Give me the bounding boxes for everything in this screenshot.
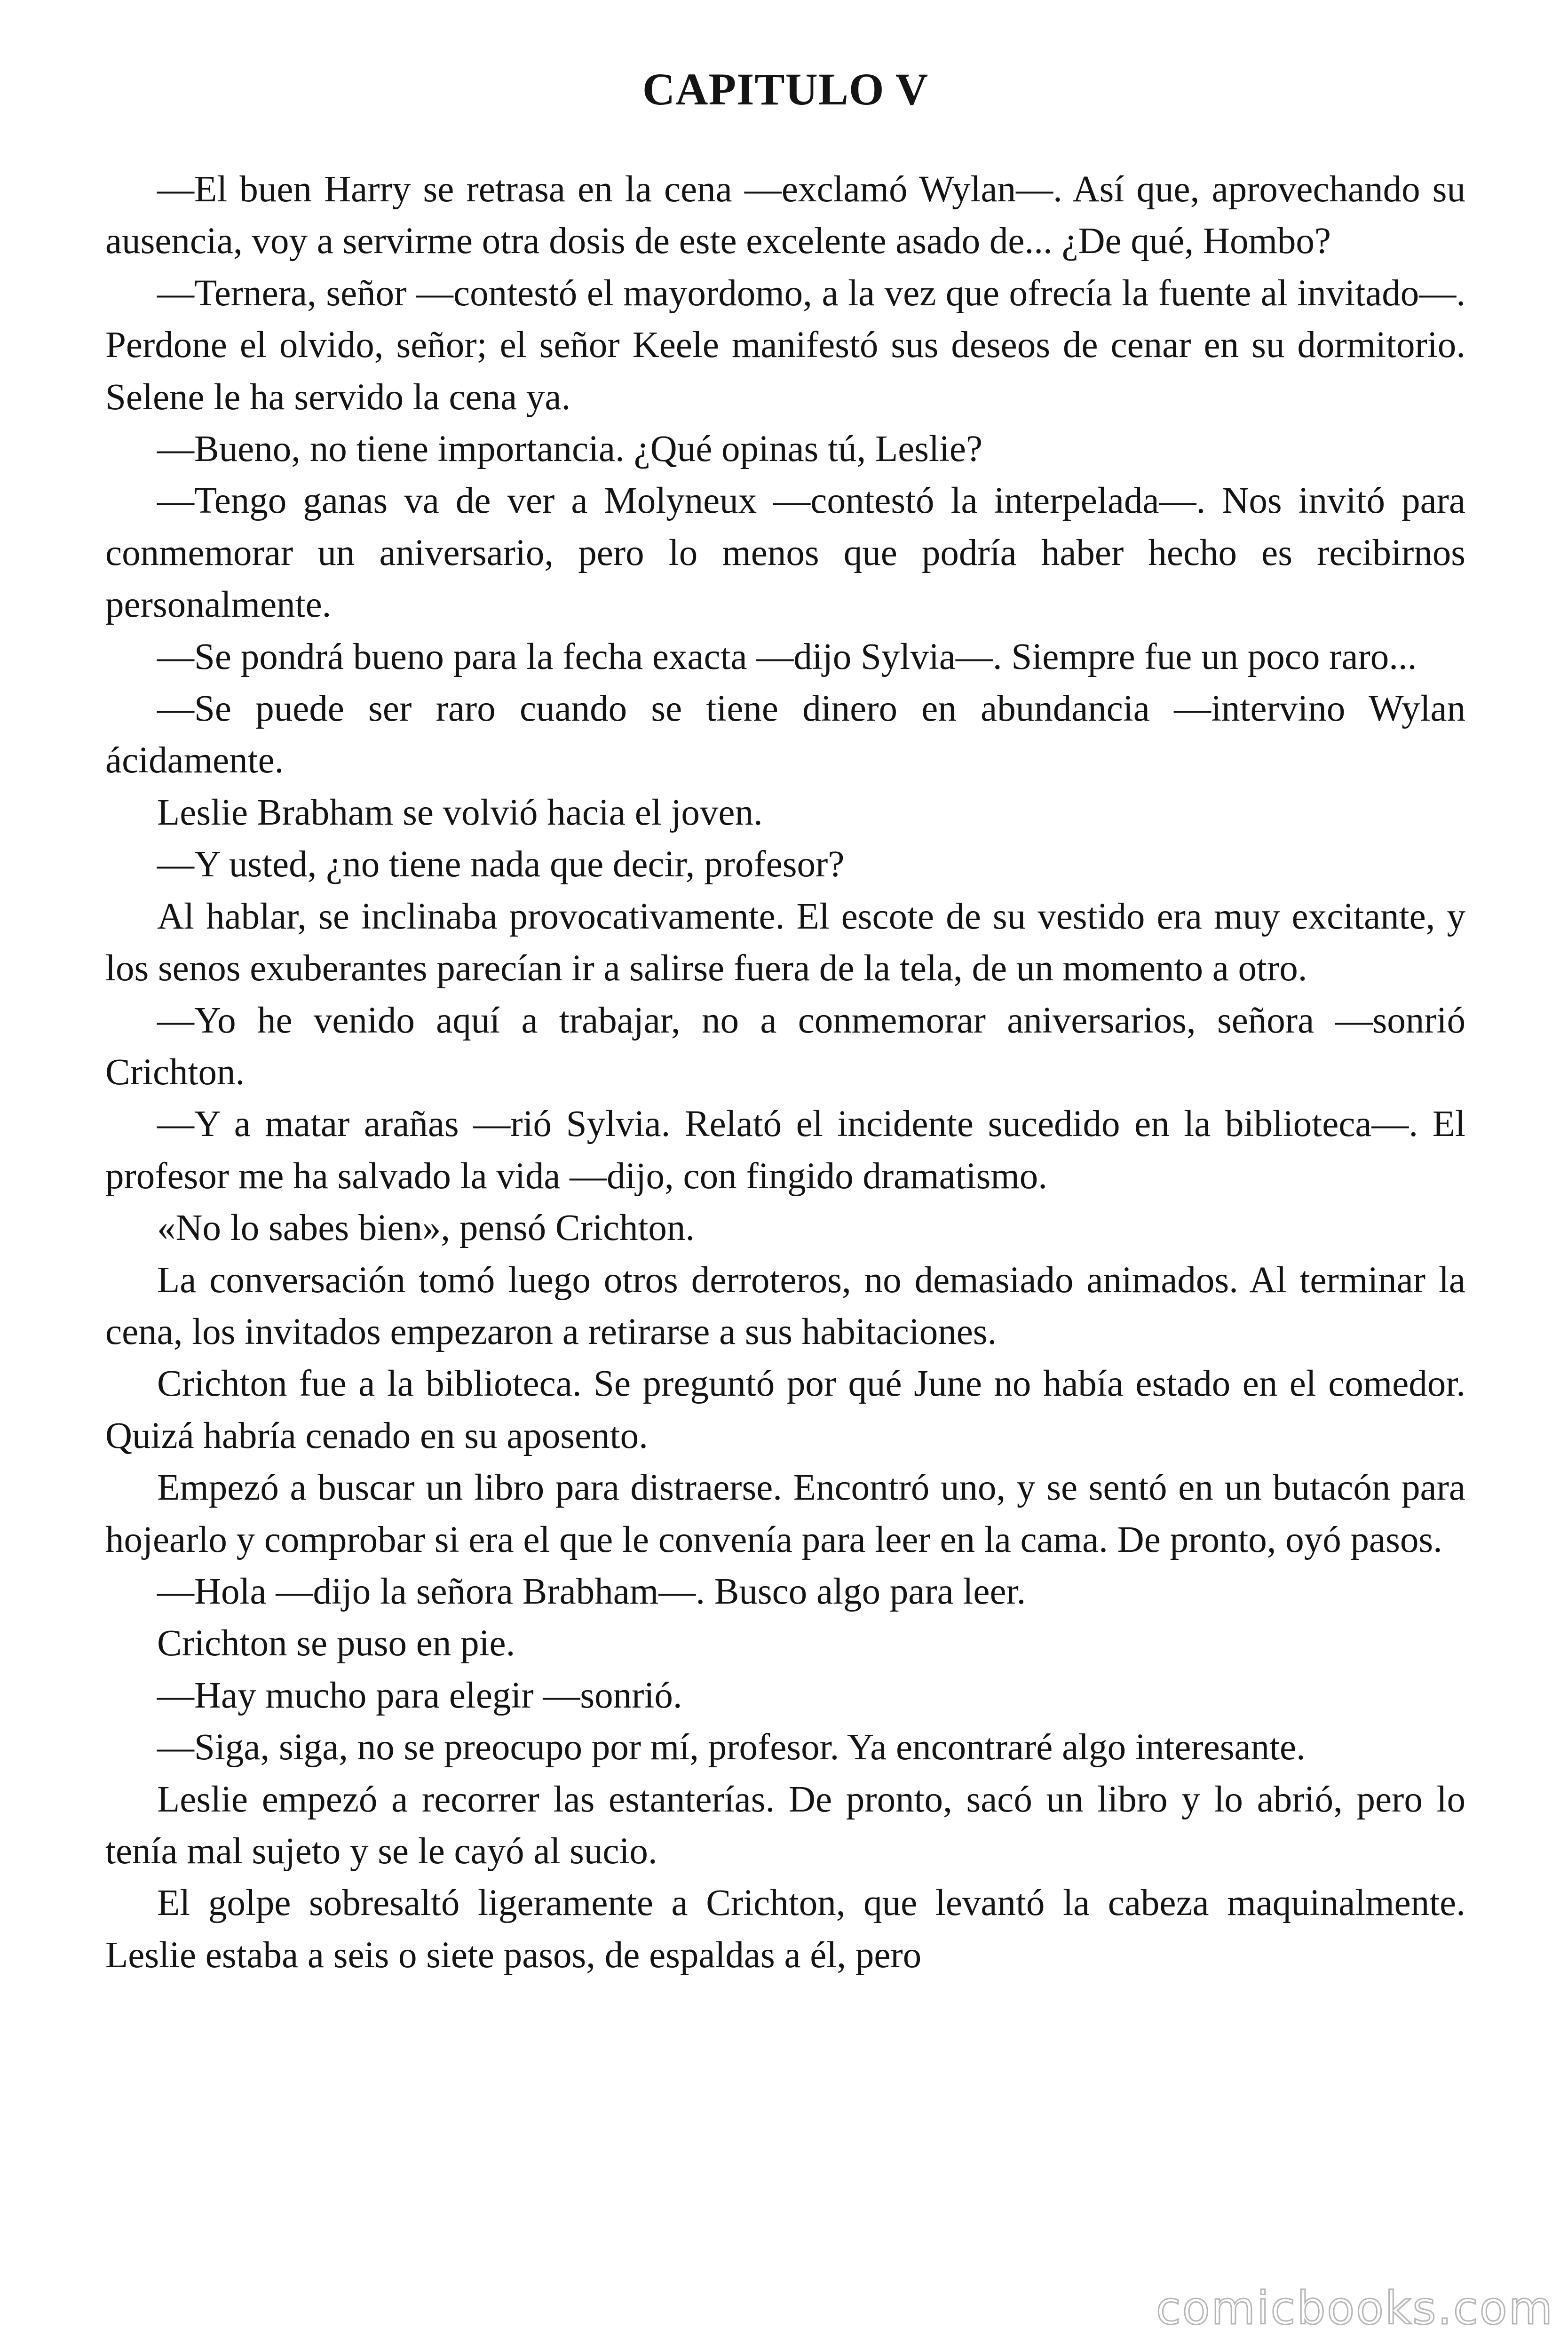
paragraph: El golpe sobresaltó ligeramente a Crichton, que levantó la cabeza maquinalmente. Leslie estaba a seis o siete pasos, de espaldas a él, pero — [105, 1883, 1465, 1976]
book-page — [105, 61, 1465, 2347]
paragraph: —Siga, siga, no se preocupo por mí, profesor. Ya encontraré algo interesante. — [157, 1727, 1306, 1768]
paragraph: —Yo he venido aquí a trabajar, no a conmemorar aniversarios, señora —sonrió Crichton. — [105, 1000, 1465, 1093]
paragraph: «No lo sabes bien», pensó Crichton. — [157, 1208, 695, 1249]
paragraph: Empezó a buscar un libro para distraerse. Encontró uno, y se sentó en un butacón para hojearlo y comprobar si era el que le convenía para leer en la cama. De pronto, oyó pasos. — [105, 1467, 1465, 1560]
paragraph: —El buen Harry se retrasa en la cena —exclamó Wylan—. Así que, aprovechando su ausencia, voy a servirme otra dosis de este excelente asado de... ¿De qué, Hombo? — [105, 169, 1465, 262]
paragraph: La conversación tomó luego otros derroteros, no demasiado animados. Al terminar la cena, los invitados empezaron a retirarse a sus habitaciones. — [105, 1259, 1465, 1352]
paragraph: —Se pondrá bueno para la fecha exacta —dijo Sylvia—. Siempre fue un poco raro... — [157, 636, 1417, 677]
watermark: comicbooks.com — [1156, 2282, 1554, 2335]
paragraph: —Y usted, ¿no tiene nada que decir, profesor? — [157, 844, 845, 885]
paragraph: —Hay mucho para elegir —sonrió. — [157, 1675, 682, 1716]
paragraph: —Se puede ser raro cuando se tiene dinero en abundancia —intervino Wylan ácidamente. — [105, 688, 1465, 781]
chapter-title: CAPITULO V — [642, 64, 929, 114]
paragraph: —Hola —dijo la señora Brabham—. Busco algo para leer. — [157, 1571, 1026, 1612]
paragraph: Crichton se puso en pie. — [157, 1623, 515, 1664]
chapter-body — [105, 164, 1465, 1981]
paragraph: Al hablar, se inclinaba provocativamente. El escote de su vestido era muy excitante, y los senos exuberantes parecían ir a salirse fuera de la tela, de un momento a otro. — [105, 896, 1465, 989]
paragraph: Leslie empezó a recorrer las estanterías. De pronto, sacó un libro y lo abrió, pero lo tenía mal sujeto y se le cayó al sucio. — [105, 1779, 1465, 1872]
paragraph: —Y a matar arañas —rió Sylvia. Relató el incidente sucedido en la biblioteca—. El profesor me ha salvado la vida —dijo, con fingido dramatismo. — [105, 1104, 1465, 1197]
paragraph: Leslie Brabham se volvió hacia el joven. — [157, 792, 763, 833]
paragraph: Crichton fue a la biblioteca. Se preguntó por qué June no había estado en el comedor. Quizá habría cenado en su aposento. — [105, 1363, 1465, 1456]
paragraph: —Ternera, señor —contestó el mayordomo, a la vez que ofrecía la fuente al invitado—. Perdone el olvido, señor; el señor Keele manifestó sus deseos de cenar en su dormitorio. Selene le ha servido la cena ya. — [105, 272, 1465, 418]
paragraph: —Bueno, no tiene importancia. ¿Qué opinas tú, Leslie? — [157, 429, 983, 470]
paragraph: —Tengo ganas va de ver a Molyneux —contestó la interpelada—. Nos invitó para conmemorar un aniversario, pero lo menos que podría haber hecho es recibirnos personalmente. — [105, 480, 1465, 626]
